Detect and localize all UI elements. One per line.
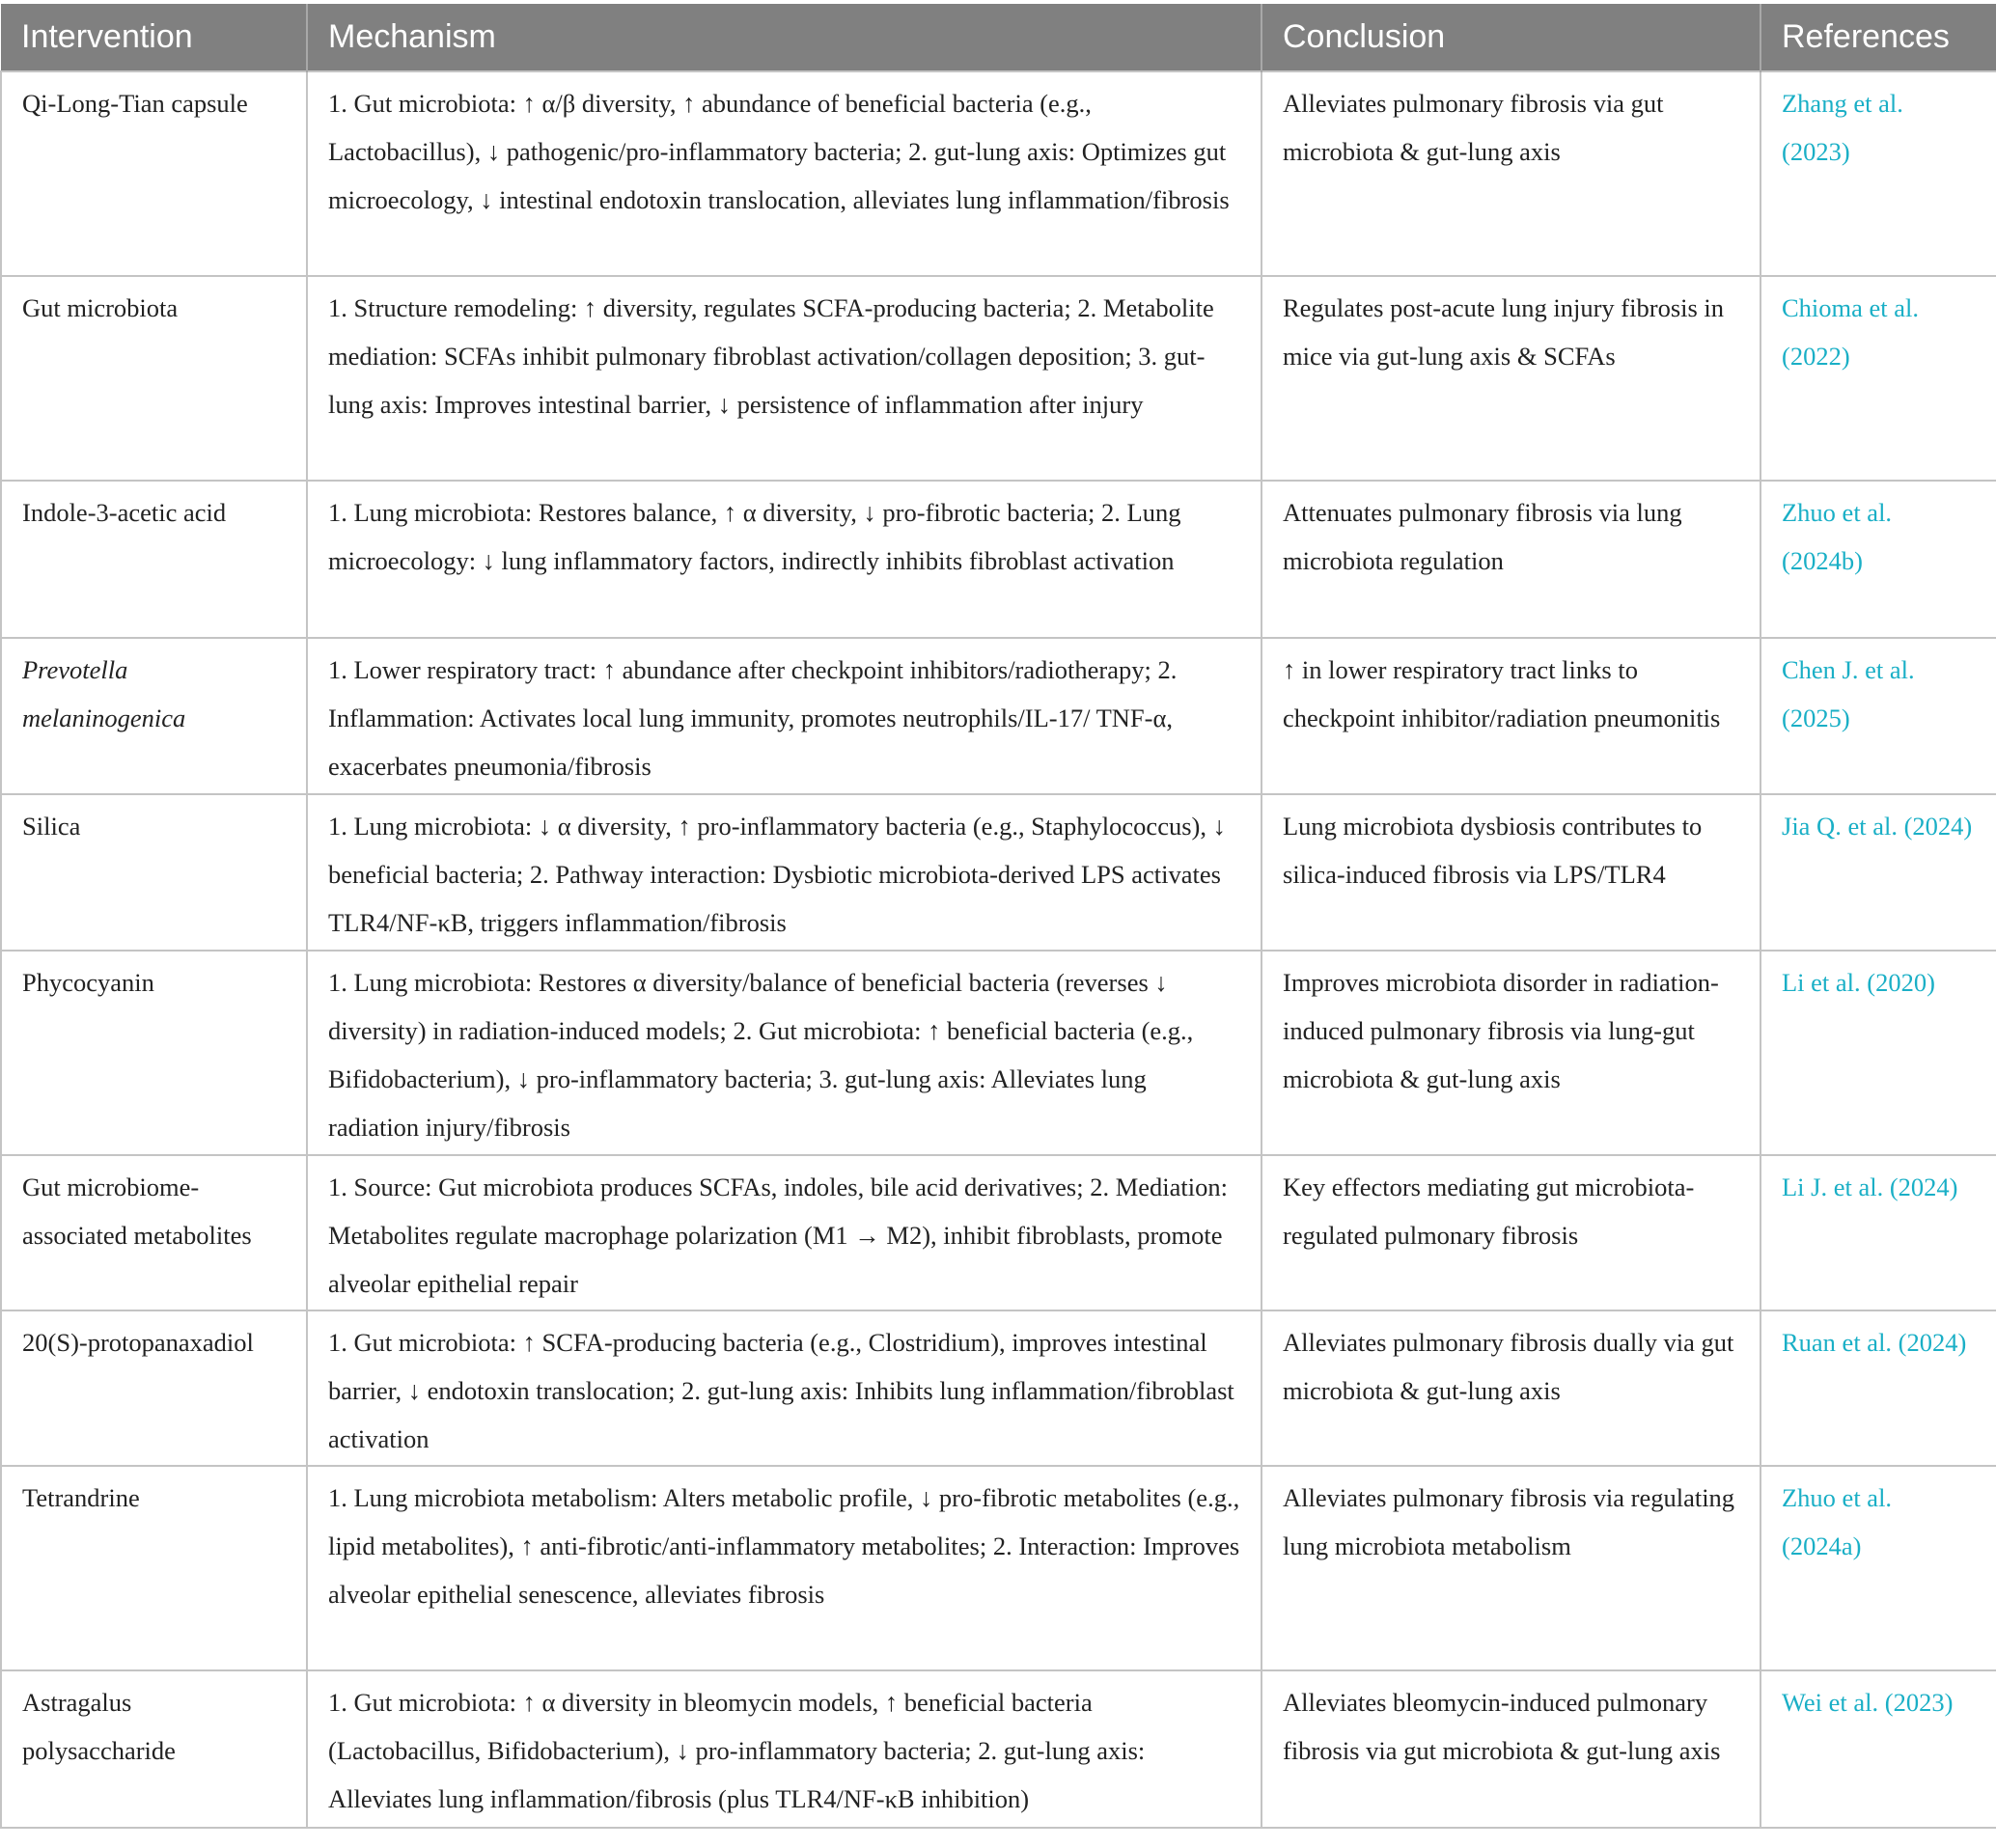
reference-link[interactable]: Jia Q. et al. (2024) xyxy=(1760,794,1996,951)
reference-link[interactable]: Chioma et al. (2022) xyxy=(1760,276,1996,481)
conclusion-cell: Improves microbiota disorder in radiation-induced pulmonary fibrosis via lung-gut microbiota & gut-lung axis xyxy=(1261,951,1760,1155)
intervention-cell: Prevotella melaninogenica xyxy=(1,638,307,794)
table-header-row xyxy=(1,4,1996,71)
mechanism-cell: 1. Structure remodeling: ↑ diversity, regulates SCFA-producing bacteria; 2. Metabolite mediation: SCFAs inhibit pulmonary fibroblast activation/collagen deposition; 3. gut-lung axis: Improves intestinal barrier, ↓ persistence of inflammation after injury xyxy=(307,276,1261,481)
intervention-cell: Gut microbiome-associated metabolites xyxy=(1,1155,307,1310)
mechanism-cell: 1. Lower respiratory tract: ↑ abundance after checkpoint inhibitors/radiotherapy; 2. Inflammation: Activates local lung immunity, promotes neutrophils/IL-17/ TNF-α, exacerbates pneumonia/fibrosis xyxy=(307,638,1261,794)
table-row xyxy=(1,1670,1996,1828)
reference-link[interactable]: Wei et al. (2023) xyxy=(1760,1670,1996,1828)
conclusion-cell: Key effectors mediating gut microbiota-regulated pulmonary fibrosis xyxy=(1261,1155,1760,1310)
intervention-cell: Silica xyxy=(1,794,307,951)
table-row xyxy=(1,1310,1996,1466)
mechanism-cell: 1. Lung microbiota metabolism: Alters metabolic profile, ↓ pro-fibrotic metabolites (e.g., lipid metabolites), ↑ anti-fibrotic/anti-inflammatory metabolites; 2. Interaction: Improves alveolar epithelial senescence, alleviates fibrosis xyxy=(307,1466,1261,1670)
conclusion-cell: Lung microbiota dysbiosis contributes to silica-induced fibrosis via LPS/TLR4 xyxy=(1261,794,1760,951)
header-conclusion: Conclusion xyxy=(1261,4,1760,71)
table-row xyxy=(1,276,1996,481)
mechanism-cell: 1. Lung microbiota: Restores α diversity/balance of beneficial bacteria (reverses ↓ diversity) in radiation-induced models; 2. Gut microbiota: ↑ beneficial bacteria (e.g., Bifidobacterium), ↓ pro-inflammatory bacteria; 3. gut-lung axis: Alleviates lung radiation injury/fibrosis xyxy=(307,951,1261,1155)
conclusion-cell: Alleviates bleomycin-induced pulmonary fibrosis via gut microbiota & gut-lung axis xyxy=(1261,1670,1760,1828)
intervention-cell: Astragalus polysaccharide xyxy=(1,1670,307,1828)
table-row xyxy=(1,638,1996,794)
conclusion-cell: Alleviates pulmonary fibrosis via gut microbiota & gut-lung axis xyxy=(1261,71,1760,276)
reference-link[interactable]: Li et al. (2020) xyxy=(1760,951,1996,1155)
reference-link[interactable]: Ruan et al. (2024) xyxy=(1760,1310,1996,1466)
header-intervention: Intervention xyxy=(1,4,307,71)
conclusion-cell: Regulates post-acute lung injury fibrosis in mice via gut-lung axis & SCFAs xyxy=(1261,276,1760,481)
mechanism-cell: 1. Gut microbiota: ↑ α diversity in bleomycin models, ↑ beneficial bacteria (Lactobacillus, Bifidobacterium), ↓ pro-inflammatory bacteria; 2. gut-lung axis: Alleviates lung inflammation/fibrosis (plus TLR4/NF-κB inhibition) xyxy=(307,1670,1261,1828)
header-mechanism: Mechanism xyxy=(307,4,1261,71)
conclusion-cell: Attenuates pulmonary fibrosis via lung microbiota regulation xyxy=(1261,481,1760,638)
intervention-cell: 20(S)-protopanaxadiol xyxy=(1,1310,307,1466)
conclusion-cell: ↑ in lower respiratory tract links to checkpoint inhibitor/radiation pneumonitis xyxy=(1261,638,1760,794)
intervention-cell: Tetrandrine xyxy=(1,1466,307,1670)
mechanism-cell: 1. Source: Gut microbiota produces SCFAs, indoles, bile acid derivatives; 2. Mediation: Metabolites regulate macrophage polarization (M1 → M2), inhibit fibroblasts, promote alveolar epithelial repair xyxy=(307,1155,1261,1310)
reference-link[interactable]: Zhuo et al. (2024b) xyxy=(1760,481,1996,638)
intervention-cell: Indole-3-acetic acid xyxy=(1,481,307,638)
table-row xyxy=(1,481,1996,638)
intervention-cell: Phycocyanin xyxy=(1,951,307,1155)
header-references: References xyxy=(1760,4,1996,71)
interventions-table xyxy=(0,4,1996,1829)
table-row xyxy=(1,1466,1996,1670)
reference-link[interactable]: Zhang et al. (2023) xyxy=(1760,71,1996,276)
table-row xyxy=(1,794,1996,951)
table-row xyxy=(1,71,1996,276)
mechanism-cell: 1. Gut microbiota: ↑ SCFA-producing bacteria (e.g., Clostridium), improves intestinal barrier, ↓ endotoxin translocation; 2. gut-lung axis: Inhibits lung inflammation/fibroblast activation xyxy=(307,1310,1261,1466)
reference-link[interactable]: Li J. et al. (2024) xyxy=(1760,1155,1996,1310)
table-row xyxy=(1,1155,1996,1310)
intervention-cell: Gut microbiota xyxy=(1,276,307,481)
intervention-cell: Qi-Long-Tian capsule xyxy=(1,71,307,276)
mechanism-cell: 1. Lung microbiota: ↓ α diversity, ↑ pro-inflammatory bacteria (e.g., Staphylococcus), ↓ beneficial bacteria; 2. Pathway interaction: Dysbiotic microbiota-derived LPS activates TLR4/NF-κB, triggers inflammation/fibrosis xyxy=(307,794,1261,951)
conclusion-cell: Alleviates pulmonary fibrosis dually via gut microbiota & gut-lung axis xyxy=(1261,1310,1760,1466)
table-row xyxy=(1,951,1996,1155)
reference-link[interactable]: Zhuo et al. (2024a) xyxy=(1760,1466,1996,1670)
mechanism-cell: 1. Gut microbiota: ↑ α/β diversity, ↑ abundance of beneficial bacteria (e.g., Lactobacillus), ↓ pathogenic/pro-inflammatory bacteria; 2. gut-lung axis: Optimizes gut microecology, ↓ intestinal endotoxin translocation, alleviates lung inflammation/fibrosis xyxy=(307,71,1261,276)
reference-link[interactable]: Chen J. et al. (2025) xyxy=(1760,638,1996,794)
mechanism-cell: 1. Lung microbiota: Restores balance, ↑ α diversity, ↓ pro-fibrotic bacteria; 2. Lung microecology: ↓ lung inflammatory factors, indirectly inhibits fibroblast activation xyxy=(307,481,1261,638)
conclusion-cell: Alleviates pulmonary fibrosis via regulating lung microbiota metabolism xyxy=(1261,1466,1760,1670)
